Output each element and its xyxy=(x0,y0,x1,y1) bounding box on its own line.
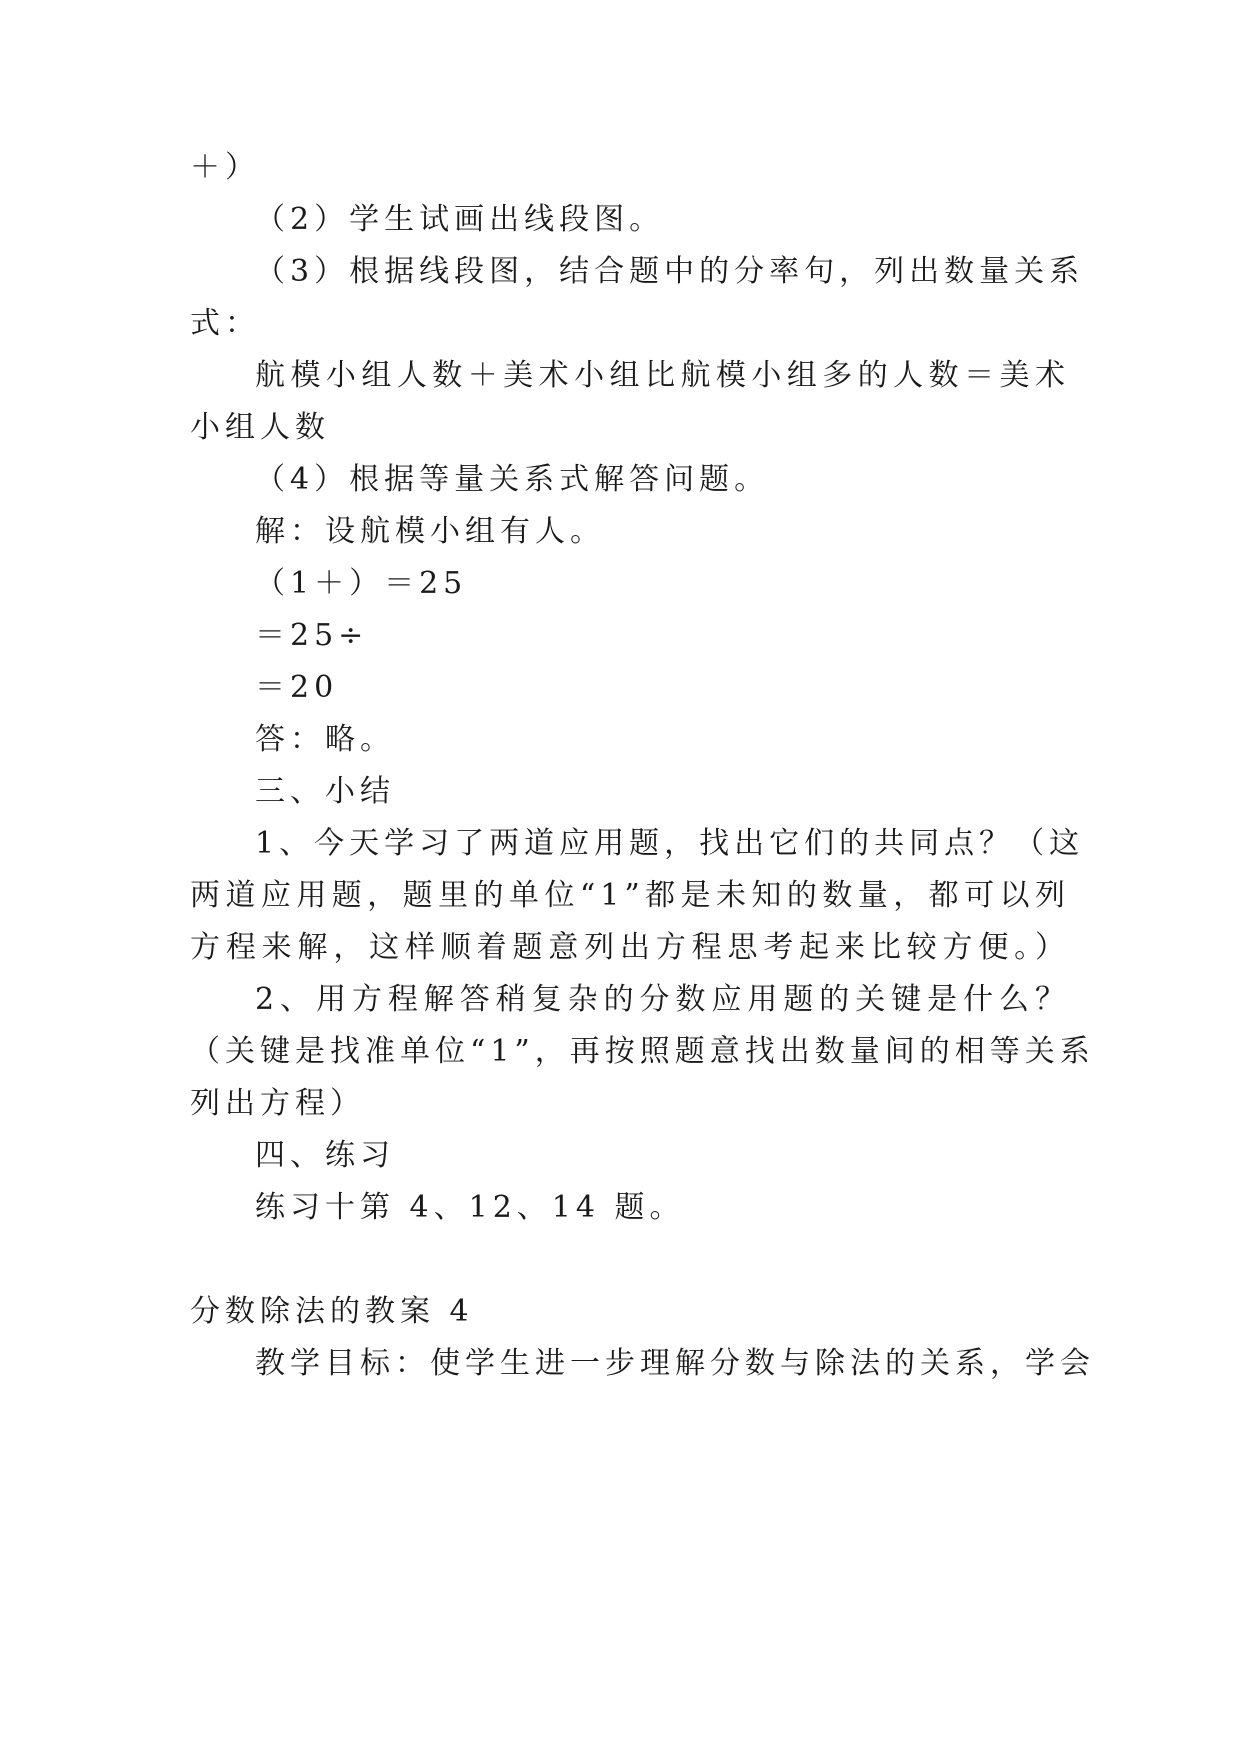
text-line: （3）根据线段图，结合题中的分率句，列出数量关系 xyxy=(255,254,1085,289)
document-title: 分数除法的教案 4 xyxy=(190,1294,474,1329)
text-line: ＝20 xyxy=(255,670,339,705)
text-line: 式： xyxy=(190,306,260,341)
text-line: 解：设航模小组有人。 xyxy=(255,514,605,549)
section-heading: 四、练习 xyxy=(255,1138,395,1173)
text-line: ＝25÷ xyxy=(255,618,369,653)
text-line: （1＋）＝25 xyxy=(255,566,468,601)
text-line: ＋） xyxy=(190,150,260,185)
text-line: 教学目标：使学生进一步理解分数与除法的关系，学会 xyxy=(255,1346,1095,1381)
text-line: 2、用方程解答稍复杂的分数应用题的关键是什么？ xyxy=(255,982,1070,1017)
text-line: （4）根据等量关系式解答问题。 xyxy=(255,462,770,497)
section-heading: 三、小结 xyxy=(255,774,395,809)
text-line: 航模小组人数＋美术小组比航模小组多的人数＝美术 xyxy=(255,358,1070,393)
text-line: 两道应用题，题里的单位“1”都是未知的数量，都可以列 xyxy=(190,878,1070,913)
text-line: （2）学生试画出线段图。 xyxy=(255,202,665,237)
text-line: 1、今天学习了两道应用题，找出它们的共同点？（这 xyxy=(255,826,1085,861)
text-line: 练习十第 4、12、14 题。 xyxy=(255,1190,685,1225)
text-line: 小组人数 xyxy=(190,410,330,445)
text-line: 答：略。 xyxy=(255,722,395,757)
text-line: 方程来解，这样顺着题意列出方程思考起来比较方便。） xyxy=(190,930,1070,965)
text-line: （关键是找准单位“1”，再按照题意找出数量间的相等关系 xyxy=(190,1034,1095,1069)
text-line: 列出方程） xyxy=(190,1086,365,1121)
